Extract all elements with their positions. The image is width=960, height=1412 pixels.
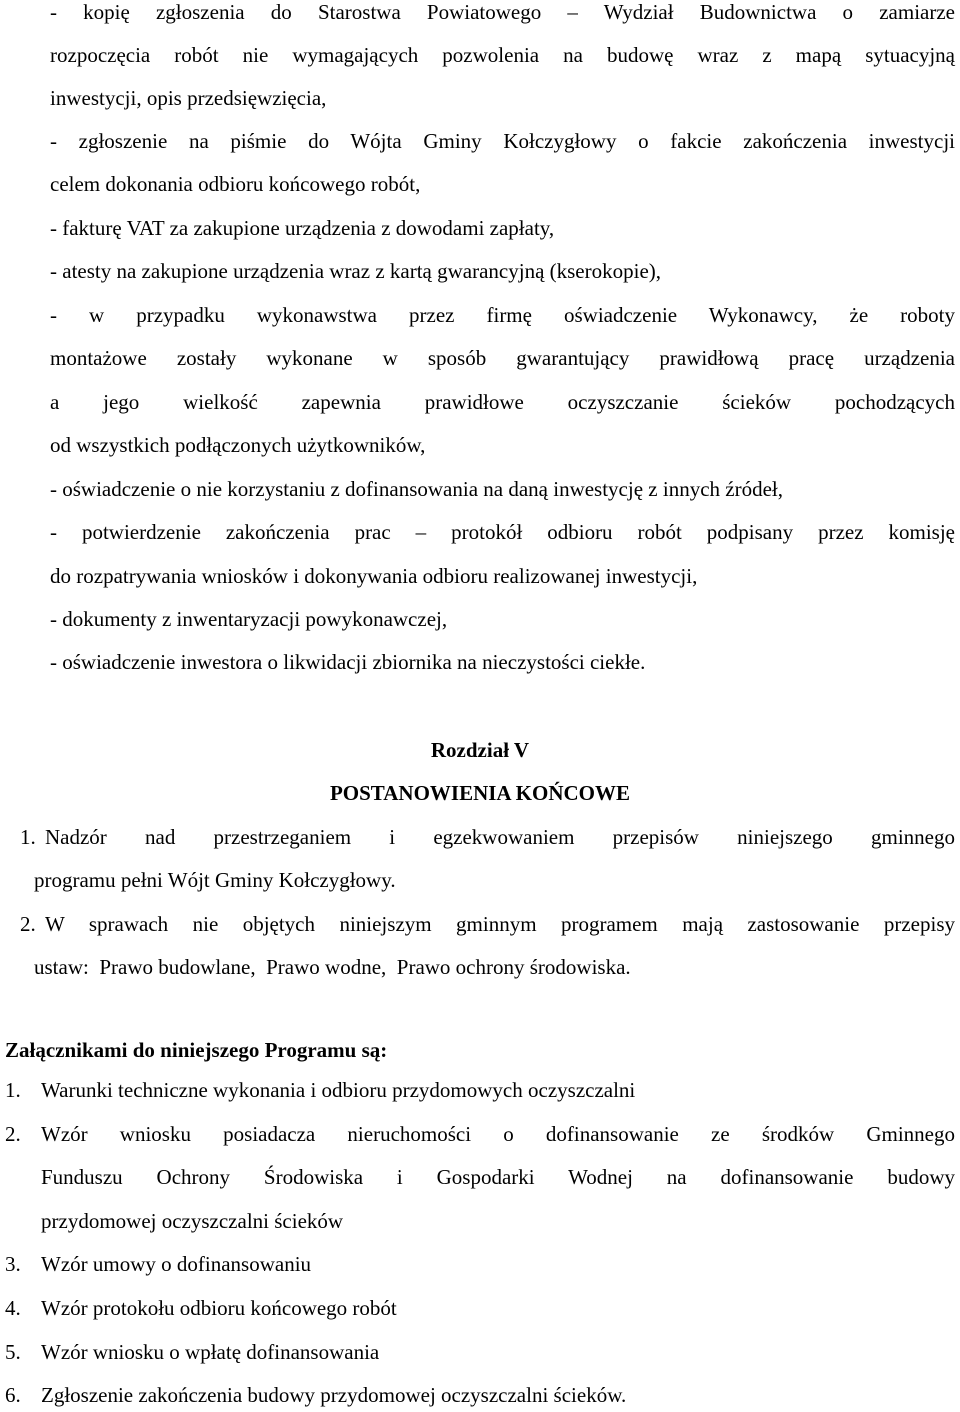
provision-text: programu pełni Wójt Gminy Kołczygłowy.	[34, 868, 396, 892]
attachment-text: Wzór protokołu odbioru końcowego robót	[41, 1296, 397, 1320]
requirement-line: montażowe zostały wykonane w sposób gwarantujący prawidłową pracę urządzenia	[50, 346, 955, 370]
attachment-text: Wzór umowy o dofinansowaniu	[41, 1252, 312, 1276]
attachment-number: 6.	[5, 1383, 21, 1407]
attachment-number: 3.	[5, 1252, 21, 1276]
attachment-number: 4.	[5, 1296, 21, 1320]
attachment-number: 2.	[5, 1122, 21, 1146]
attachment-text: Wzór wniosku o wpłatę dofinansowania	[41, 1340, 380, 1364]
provision-number: 2.	[20, 912, 36, 936]
attachments-heading: Załącznikami do niniejszego Programu są:	[5, 1038, 388, 1062]
requirement-line: - zgłoszenie na piśmie do Wójta Gminy Kołczygłowy o fakcie zakończenia inwestycji	[50, 129, 955, 153]
requirement-line: rozpoczęcia robót nie wymagających pozwolenia na budowę wraz z mapą sytuacyjną	[50, 43, 955, 67]
attachment-text: Warunki techniczne wykonania i odbioru przydomowych oczyszczalni	[41, 1078, 636, 1102]
requirement-line: - w przypadku wykonawstwa przez firmę oświadczenie Wykonawcy, że roboty	[50, 303, 955, 327]
attachment-text: przydomowej oczyszczalni ścieków	[41, 1209, 344, 1233]
requirement-line: - dokumenty z inwentaryzacji powykonawczej,	[50, 607, 448, 631]
attachment-text: Funduszu Ochrony Środowiska i Gospodarki Wodnej na dofinansowanie budowy	[41, 1165, 955, 1189]
requirement-line: od wszystkich podłączonych użytkowników,	[50, 433, 426, 457]
requirement-line: inwestycji, opis przedsięwzięcia,	[50, 86, 327, 110]
provision-number: 1.	[20, 825, 36, 849]
requirement-line: a jego wielkość zapewnia prawidłowe oczyszczanie ścieków pochodzących	[50, 390, 955, 414]
attachment-text: Wzór wniosku posiadacza nieruchomości o dofinansowanie ze środków Gminnego	[41, 1122, 955, 1146]
attachment-text: Zgłoszenie zakończenia budowy przydomowej oczyszczalni ścieków.	[41, 1383, 627, 1407]
provision-text: ustaw: Prawo budowlane, Prawo wodne, Prawo ochrony środowiska.	[34, 955, 631, 979]
provision-text: W sprawach nie objętych niniejszym gminnym programem mają zastosowanie przepisy	[45, 912, 955, 936]
requirement-line: do rozpatrywania wniosków i dokonywania odbioru realizowanej inwestycji,	[50, 564, 698, 588]
requirement-line: celem dokonania odbioru końcowego robót,	[50, 172, 421, 196]
requirement-line: - potwierdzenie zakończenia prac – protokół odbioru robót podpisany przez komisję	[50, 520, 955, 544]
requirement-line: - oświadczenie inwestora o likwidacji zbiornika na nieczystości ciekłe.	[50, 650, 646, 674]
chapter-title: Rozdział V	[430, 738, 530, 762]
provision-text: Nadzór nad przestrzeganiem i egzekwowaniem przepisów niniejszego gminnego	[45, 825, 955, 849]
attachment-number: 5.	[5, 1340, 21, 1364]
requirement-line: - atesty na zakupione urządzenia wraz z kartą gwarancyjną (kserokopie),	[50, 259, 662, 283]
requirement-line: - kopię zgłoszenia do Starostwa Powiatowego – Wydział Budownictwa o zamiarze	[50, 0, 955, 24]
requirement-line: - fakturę VAT za zakupione urządzenia z dowodami zapłaty,	[50, 216, 555, 240]
requirement-line: - oświadczenie o nie korzystaniu z dofinansowania na daną inwestycję z innych źródeł,	[50, 477, 783, 501]
attachment-number: 1.	[5, 1078, 21, 1102]
chapter-subtitle: POSTANOWIENIA KOŃCOWE	[329, 781, 631, 805]
